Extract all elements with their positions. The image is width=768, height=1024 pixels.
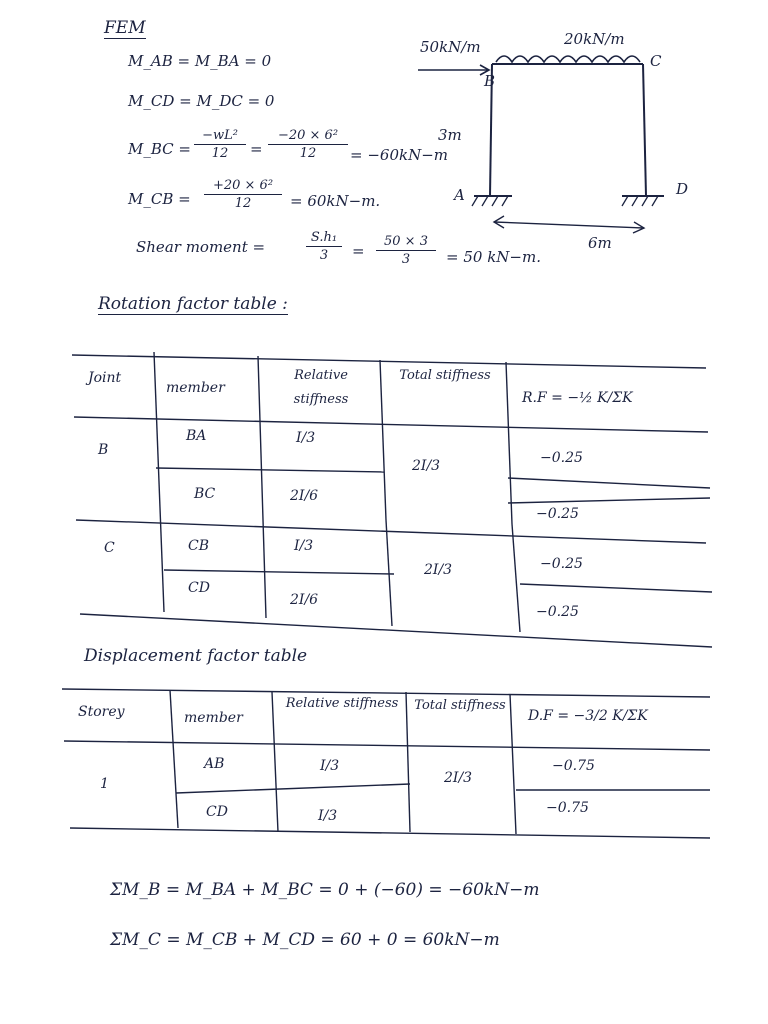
member-ba: BA xyxy=(186,428,207,444)
fem-line-4-lhs: M_CB = xyxy=(128,190,191,208)
header-relative-stiffness: Relative stiffness xyxy=(285,696,399,711)
lateral-load-label: 50kN/m xyxy=(420,38,481,56)
member-cd: CD xyxy=(206,804,228,820)
fem-heading: FEM xyxy=(104,18,146,38)
udl-symbol xyxy=(496,56,640,62)
rotation-table-title: Rotation factor table : xyxy=(98,294,288,314)
span-label: 6m xyxy=(588,234,612,252)
fraction-denominator: 12 xyxy=(234,196,252,211)
member-cb: CB xyxy=(188,538,209,554)
header-total-stiffness: Total stiffness xyxy=(399,368,491,383)
shear-moment-result: = 50 kN−m. xyxy=(446,248,541,266)
height-label: 3m xyxy=(438,126,462,144)
sum-moments-c: ΣM_C = M_CB + M_CD = 60 + 0 = 60kN−m xyxy=(110,930,500,950)
equals-sign: = xyxy=(352,242,365,260)
fraction-numerator: 50 × 3 xyxy=(376,234,436,251)
rotation-factor-ba: −0.25 xyxy=(540,450,583,466)
hatch xyxy=(632,196,638,206)
relative-stiffness-cd: I/3 xyxy=(318,808,338,824)
header-rotation-factor: R.F = −½ K/ΣK xyxy=(522,390,633,406)
relative-stiffness-cd: 2I/6 xyxy=(290,592,319,608)
fraction-numerator: +20 × 6² xyxy=(204,178,282,195)
fem-line-1: M_AB = M_BA = 0 xyxy=(128,52,272,70)
total-stiffness: 2I/3 xyxy=(444,770,473,786)
joint-c: C xyxy=(104,540,115,556)
fraction-numerator: S.h₁ xyxy=(306,230,342,247)
fraction-denominator: 12 xyxy=(299,146,317,161)
node-b-label: B xyxy=(484,72,496,90)
joint-b: B xyxy=(98,442,109,458)
displacement-factor-cd: −0.75 xyxy=(546,800,589,816)
relative-stiffness-ba: I/3 xyxy=(296,430,316,446)
node-d-label: D xyxy=(676,180,689,198)
relative-stiffness-cb: I/3 xyxy=(294,538,314,554)
displacement-factor-ab: −0.75 xyxy=(552,758,595,774)
fraction-denominator: 3 xyxy=(401,252,411,267)
hatch xyxy=(492,196,498,206)
udl-label: 20kN/m xyxy=(564,30,625,48)
fem-line-3-result: = −60kN−m xyxy=(350,146,448,164)
fem-line-4-result: = 60kN−m. xyxy=(290,192,381,210)
storey-1: 1 xyxy=(100,776,109,792)
rotation-factor-cb: −0.25 xyxy=(540,556,583,572)
header-displacement-factor: D.F = −3/2 K/ΣK xyxy=(528,708,648,724)
rotation-factor-cd: −0.25 xyxy=(536,604,579,620)
header-storey: Storey xyxy=(78,704,125,720)
hatch xyxy=(652,196,658,206)
header-total-stiffness: Total stiffness xyxy=(414,698,506,713)
displacement-table-title: Displacement factor table xyxy=(84,646,308,666)
member-bc: BC xyxy=(194,486,216,502)
sum-moments-b: ΣM_B = M_BA + M_BC = 0 + (−60) = −60kN−m xyxy=(110,880,540,900)
column-cd xyxy=(643,64,646,196)
relative-stiffness-ab: I/3 xyxy=(320,758,340,774)
total-stiffness-b: 2I/3 xyxy=(412,458,441,474)
node-a-label: A xyxy=(454,186,465,204)
hatch xyxy=(642,196,648,206)
hatch xyxy=(472,196,478,206)
hatch xyxy=(482,196,488,206)
rotation-factor-bc: −0.25 xyxy=(536,506,579,522)
member-cd: CD xyxy=(188,580,210,596)
member-ab: AB xyxy=(204,756,225,772)
total-stiffness-c: 2I/3 xyxy=(424,562,453,578)
hatch xyxy=(502,196,508,206)
node-c-label: C xyxy=(650,52,662,70)
relative-stiffness-bc: 2I/6 xyxy=(290,488,319,504)
hatch xyxy=(622,196,628,206)
fem-line-2: M_CD = M_DC = 0 xyxy=(128,92,275,110)
fem-line-3-lhs: M_BC = xyxy=(128,140,191,158)
header-relative-stiffness: Relative stiffness xyxy=(293,368,349,407)
fraction-denominator: 12 xyxy=(211,146,229,161)
span-dimension-line xyxy=(494,222,644,228)
fraction-numerator: −20 × 6² xyxy=(268,128,348,145)
header-member: member xyxy=(166,380,225,396)
fraction-numerator: −wL² xyxy=(194,128,246,145)
fraction-denominator: 3 xyxy=(319,248,329,263)
header-joint: Joint xyxy=(88,370,122,386)
header-member: member xyxy=(184,710,243,726)
equals-sign: = xyxy=(250,140,263,158)
shear-moment-lhs: Shear moment = xyxy=(136,238,266,256)
